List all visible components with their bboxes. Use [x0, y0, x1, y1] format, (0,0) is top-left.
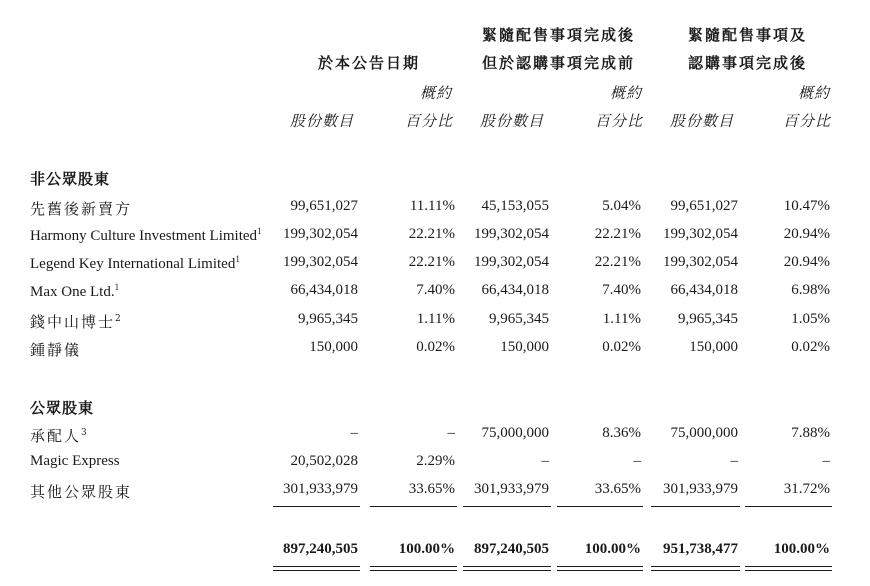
cell-shares-after-subscription: 150,000: [689, 339, 738, 355]
header-after-subscription-line1: 緊隨配售事項及: [688, 26, 808, 44]
cell-pct-now: 1.11%: [416, 311, 455, 327]
cell-shares-now: 199,302,054: [283, 226, 358, 242]
cell-shares-after-placing: 199,302,054: [474, 226, 549, 242]
subtotal-rule-1: [273, 506, 360, 507]
cell-shares-now: 20,502,028: [290, 453, 358, 469]
row-label-other-public: 其他公眾股東: [30, 483, 133, 501]
cell-pct-after-subscription: 31.72%: [783, 481, 830, 497]
cell-shares-after-subscription: –: [730, 453, 738, 469]
cell-shares-after-subscription: 301,933,979: [663, 481, 738, 497]
header-percent-2: 百分比: [595, 112, 644, 130]
cell-pct-after-placing: 5.04%: [602, 198, 641, 214]
cell-shares-after-subscription: 9,965,345: [678, 311, 738, 327]
cell-shares-after-placing: 150,000: [500, 339, 549, 355]
row-label-dr-chin: 錢中山博士$^2$: [30, 313, 123, 331]
subtotal-rule-3: [463, 506, 551, 507]
cell-shares-after-subscription: 99,651,027: [670, 198, 738, 214]
cell-pct-now: –: [447, 425, 455, 441]
header-approx-3: 概約: [798, 84, 831, 102]
cell-shares-now: –: [350, 425, 358, 441]
cell-pct-after-subscription: 20.94%: [783, 226, 830, 242]
cell-pct-now: 22.21%: [408, 254, 455, 270]
row-label-harmony: Harmony Culture Investment Limited$^1$: [30, 226, 262, 244]
cell-pct-after-subscription: –: [822, 453, 830, 469]
header-percent-1: 百分比: [405, 112, 454, 130]
cell-shares-after-placing: 301,933,979: [474, 481, 549, 497]
cell-pct-after-placing: –: [633, 453, 641, 469]
row-label-legend-key: Legend Key International Limited$^1$: [30, 254, 240, 272]
cell-pct-after-placing: 22.21%: [594, 226, 641, 242]
cell-pct-now: 11.11%: [409, 198, 455, 214]
row-label-chung: 鍾靜儀: [30, 341, 82, 359]
cell-pct-after-subscription: 6.98%: [791, 282, 830, 298]
cell-pct-after-subscription: 7.88%: [791, 425, 830, 441]
section-non-public: 非公眾股東: [30, 170, 111, 188]
header-shares-3: 股份數目: [670, 112, 735, 130]
header-approx-2: 概約: [610, 84, 643, 102]
total-double-rule-2: [370, 566, 457, 571]
row-label-magic-express: Magic Express: [30, 453, 120, 469]
cell-shares-now: 301,933,979: [283, 481, 358, 497]
subtotal-rule-6: [745, 506, 832, 507]
total-double-rule-4: [557, 566, 643, 571]
header-after-subscription-line2: 認購事項完成後: [688, 54, 808, 72]
header-after-placing-line1: 緊隨配售事項完成後: [482, 26, 636, 44]
header-after-placing-line2: 但於認購事項完成前: [482, 54, 636, 72]
cell-shares-now: 66,434,018: [290, 282, 358, 298]
cell-shares-after-subscription: 75,000,000: [670, 425, 738, 441]
row-label-vendor: 先舊後新賣方: [30, 200, 133, 218]
cell-pct-after-subscription: 10.47%: [783, 198, 830, 214]
header-approx-1: 概約: [420, 84, 453, 102]
cell-shares-after-subscription: 199,302,054: [663, 226, 738, 242]
subtotal-rule-2: [370, 506, 457, 507]
cell-shares-after-placing: 9,965,345: [489, 311, 549, 327]
total-double-rule-6: [745, 566, 832, 571]
total-double-rule-3: [463, 566, 551, 571]
cell-pct-now: 2.29%: [416, 453, 455, 469]
cell-pct-after-subscription: 20.94%: [783, 254, 830, 270]
cell-pct-after-placing: 1.11%: [602, 311, 641, 327]
total-shares-after-subscription: 951,738,477: [663, 541, 738, 557]
header-percent-3: 百分比: [783, 112, 832, 130]
total-pct-after-subscription: 100.00%: [773, 541, 830, 557]
total-pct-after-placing: 100.00%: [584, 541, 641, 557]
cell-pct-after-subscription: 1.05%: [791, 311, 830, 327]
cell-shares-now: 199,302,054: [283, 254, 358, 270]
cell-shares-after-placing: 45,153,055: [481, 198, 549, 214]
cell-pct-after-placing: 22.21%: [594, 254, 641, 270]
cell-pct-now: 7.40%: [416, 282, 455, 298]
cell-pct-after-placing: 0.02%: [602, 339, 641, 355]
subtotal-rule-5: [651, 506, 740, 507]
cell-pct-after-subscription: 0.02%: [791, 339, 830, 355]
cell-pct-after-placing: 7.40%: [602, 282, 641, 298]
cell-shares-now: 150,000: [309, 339, 358, 355]
total-pct-now: 100.00%: [398, 541, 455, 557]
cell-shares-after-placing: 199,302,054: [474, 254, 549, 270]
subtotal-rule-4: [557, 506, 643, 507]
cell-pct-after-placing: 8.36%: [602, 425, 641, 441]
total-double-rule-5: [651, 566, 740, 571]
cell-shares-now: 99,651,027: [290, 198, 358, 214]
header-current-date: 於本公告日期: [318, 54, 421, 72]
cell-shares-after-subscription: 199,302,054: [663, 254, 738, 270]
section-public: 公眾股東: [30, 399, 95, 417]
total-shares-after-placing: 897,240,505: [474, 541, 549, 557]
header-shares-2: 股份數目: [480, 112, 545, 130]
total-double-rule-1: [273, 566, 360, 571]
cell-shares-after-placing: 75,000,000: [481, 425, 549, 441]
cell-shares-after-placing: 66,434,018: [481, 282, 549, 298]
row-label-max-one: Max One Ltd.$^1$: [30, 282, 120, 300]
header-shares-1: 股份數目: [290, 112, 355, 130]
cell-pct-now: 33.65%: [408, 481, 455, 497]
cell-pct-now: 22.21%: [408, 226, 455, 242]
cell-pct-now: 0.02%: [416, 339, 455, 355]
cell-pct-after-placing: 33.65%: [594, 481, 641, 497]
cell-shares-now: 9,965,345: [298, 311, 358, 327]
total-shares-now: 897,240,505: [283, 541, 358, 557]
cell-shares-after-placing: –: [541, 453, 549, 469]
cell-shares-after-subscription: 66,434,018: [670, 282, 738, 298]
row-label-placees: 承配人$^3$: [30, 427, 89, 445]
